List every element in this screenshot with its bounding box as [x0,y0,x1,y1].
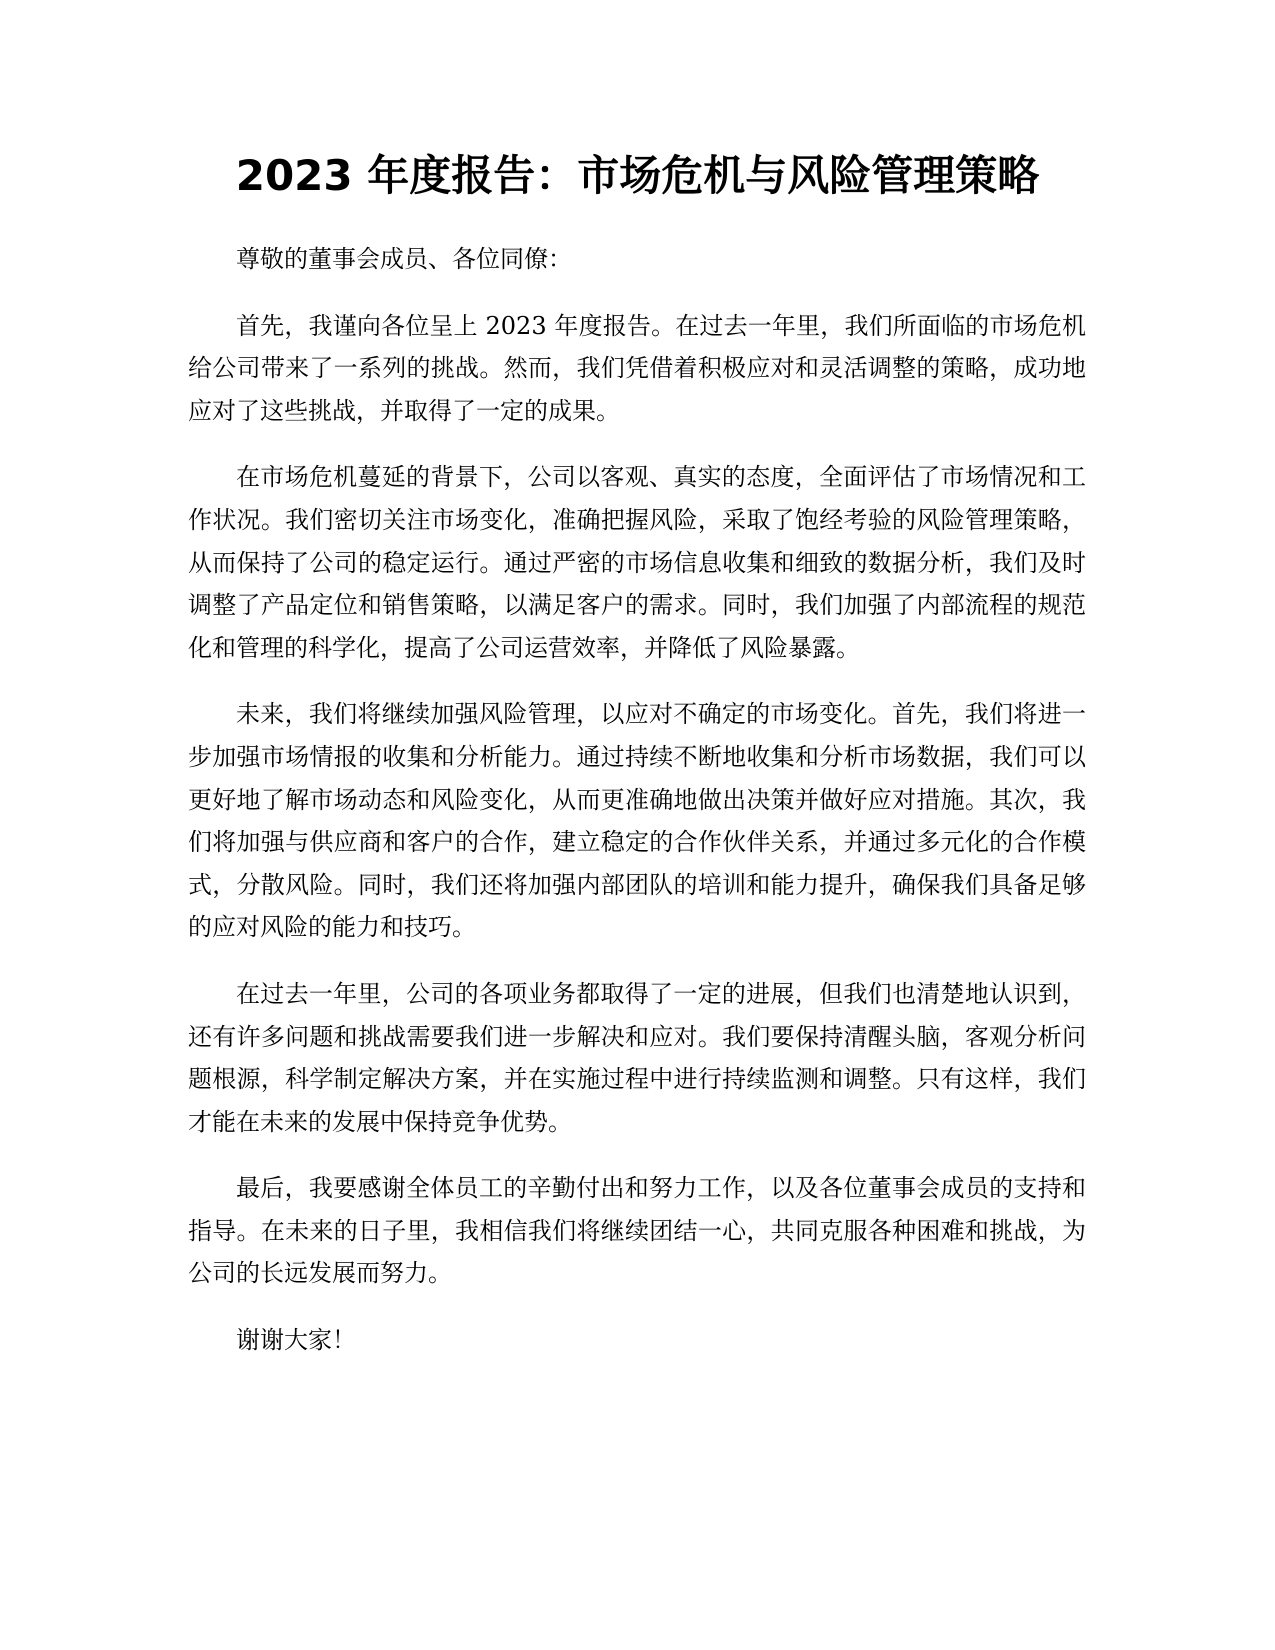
document-title: 2023 年度报告：市场危机与风险管理策略 [235,151,1040,200]
document-body [188,238,1086,1386]
paragraph-4: 在过去一年里，公司的各项业务都取得了一定的进展，但我们也清楚地认识到，还有许多问题和挑战需要我们进一步解决和应对。我们要保持清醒头脑，客观分析问题根源，科学制定解决方案，并在实施过程中进行持续监测和调整。只有这样，我们才能在未来的发展中保持竞争优势。 [188,979,1086,1136]
paragraph-5: 最后，我要感谢全体员工的辛勤付出和努力工作，以及各位董事会成员的支持和指导。在未来的日子里，我相信我们将继续团结一心，共同克服各种困难和挑战，为公司的长远发展而努力。 [188,1174,1086,1288]
closing: 谢谢大家！ [236,1326,356,1355]
paragraph-1: 首先，我谨向各位呈上 2023 年度报告。在过去一年里，我们所面临的市场危机给公司带来了一系列的挑战。然而，我们凭借着积极应对和灵活调整的策略，成功地应对了这些挑战，并取得了一定的成果。 [188,311,1086,425]
salutation: 尊敬的董事会成员、各位同僚： [236,245,572,273]
paragraph-3: 未来，我们将继续加强风险管理，以应对不确定的市场变化。首先，我们将进一步加强市场情报的收集和分析能力。通过持续不断地收集和分析市场数据，我们可以更好地了解市场动态和风险变化，从而更准确地做出决策并做好应对措施。其次，我们将加强与供应商和客户的合作，建立稳定的合作伙伴关系，并通过多元化的合作模式，分散风险。同时，我们还将加强内部团队的培训和能力提升，确保我们具备足够的应对风险的能力和技巧。 [188,700,1086,942]
paragraph-2: 在市场危机蔓延的背景下，公司以客观、真实的态度，全面评估了市场情况和工作状况。我们密切关注市场变化，准确把握风险，采取了饱经考验的风险管理策略，从而保持了公司的稳定运行。通过严密的市场信息收集和细致的数据分析，我们及时调整了产品定位和销售策略，以满足客户的需求。同时，我们加强了内部流程的规范化和管理的科学化，提高了公司运营效率，并降低了风险暴露。 [188,463,1086,662]
